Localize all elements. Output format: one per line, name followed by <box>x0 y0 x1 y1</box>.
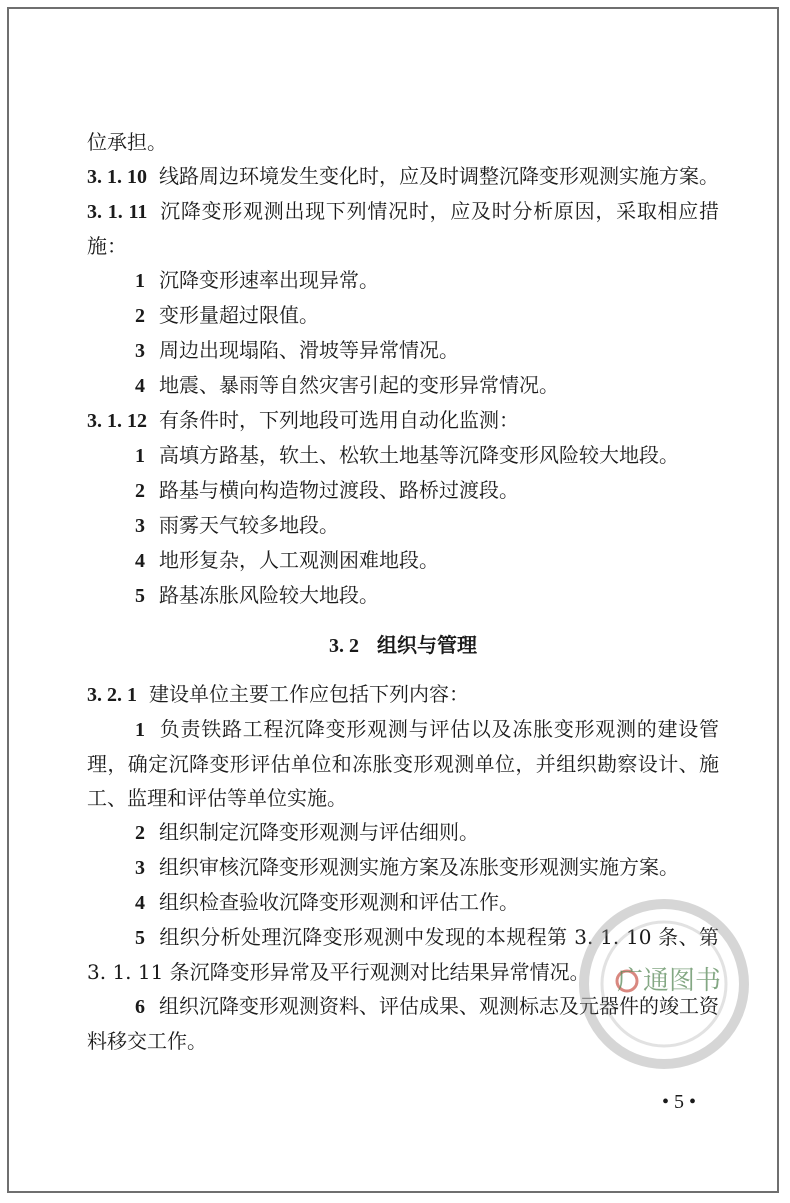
clause-3-1-10 <box>87 159 719 194</box>
list-item: 2 路基与横向构造物过渡段、路桥过渡段。 <box>135 478 519 502</box>
clause-number: 3. 2. 1 <box>87 684 137 706</box>
list-item: 1 高填方路基，软土、松软土地基等沉降变形风险较大地段。 <box>135 443 679 467</box>
section-heading <box>87 619 719 671</box>
stamp-text: 广通图书 <box>616 966 722 996</box>
watermark-stamp-icon <box>569 889 759 1079</box>
list-item: 5 组织分析处理沉降变形观测中发现的本规程第 3. 1. 10 条、第 3. 1. 11 条沉降变形异常及平行观测对比结果异常情况。 <box>87 925 719 984</box>
list-item: 4 地震、暴雨等自然灾害引起的变形异常情况。 <box>135 373 559 397</box>
list-item: 1 沉降变形速率出现异常。 <box>135 268 379 292</box>
list-item: 3 周边出现塌陷、滑坡等异常情况。 <box>135 338 459 362</box>
clause-text: 建设单位主要工作应包括下列内容： <box>149 682 469 706</box>
clause-text: 有条件时，下列地段可选用自动化监测： <box>159 408 519 432</box>
clause-number: 3. 1. 11 <box>87 201 148 223</box>
list-item: 1 负责铁路工程沉降变形观测与评估以及冻胀变形观测的建设管理，确定沉降变形评估单位和冻胀变形观测单位，并组织勘察设计、施工、监理和评估等单位实施。 <box>87 717 719 810</box>
list-item: 3 组织审核沉降变形观测实施方案及冻胀变形观测实施方案。 <box>135 855 679 879</box>
list-item: 2 组织制定沉降变形观测与评估细则。 <box>135 820 479 844</box>
clause-3-2-1 <box>87 677 719 712</box>
clause-text: 线路周边环境发生变化时，应及时调整沉降变形观测实施方案。 <box>159 164 719 188</box>
section-number: 3. 2 <box>329 635 359 657</box>
list-item: 5 路基冻胀风险较大地段。 <box>135 583 379 607</box>
list-item: 2 变形量超过限值。 <box>135 303 319 327</box>
paragraph-continuation: 位承担。 <box>87 130 167 154</box>
list-item: 6 组织沉降变形观测资料、评估成果、观测标志及元器件的竣工资料移交工作。 <box>87 994 719 1053</box>
clause-3-1-11 <box>87 194 719 263</box>
clause-number: 3. 1. 10 <box>87 166 147 188</box>
clause-text: 沉降变形观测出现下列情况时，应及时分析原因，采取相应措施： <box>87 199 719 258</box>
page-number: • 5 • <box>661 1091 696 1113</box>
list-item: 3 雨雾天气较多地段。 <box>135 513 339 537</box>
list-item: 4 组织检查验收沉降变形观测和评估工作。 <box>135 890 519 914</box>
list-item: 4 地形复杂，人工观测困难地段。 <box>135 548 439 572</box>
document-page <box>7 7 779 1193</box>
clause-3-1-12 <box>87 403 719 438</box>
section-title: 组织与管理 <box>377 633 477 657</box>
clause-number: 3. 1. 12 <box>87 410 147 432</box>
